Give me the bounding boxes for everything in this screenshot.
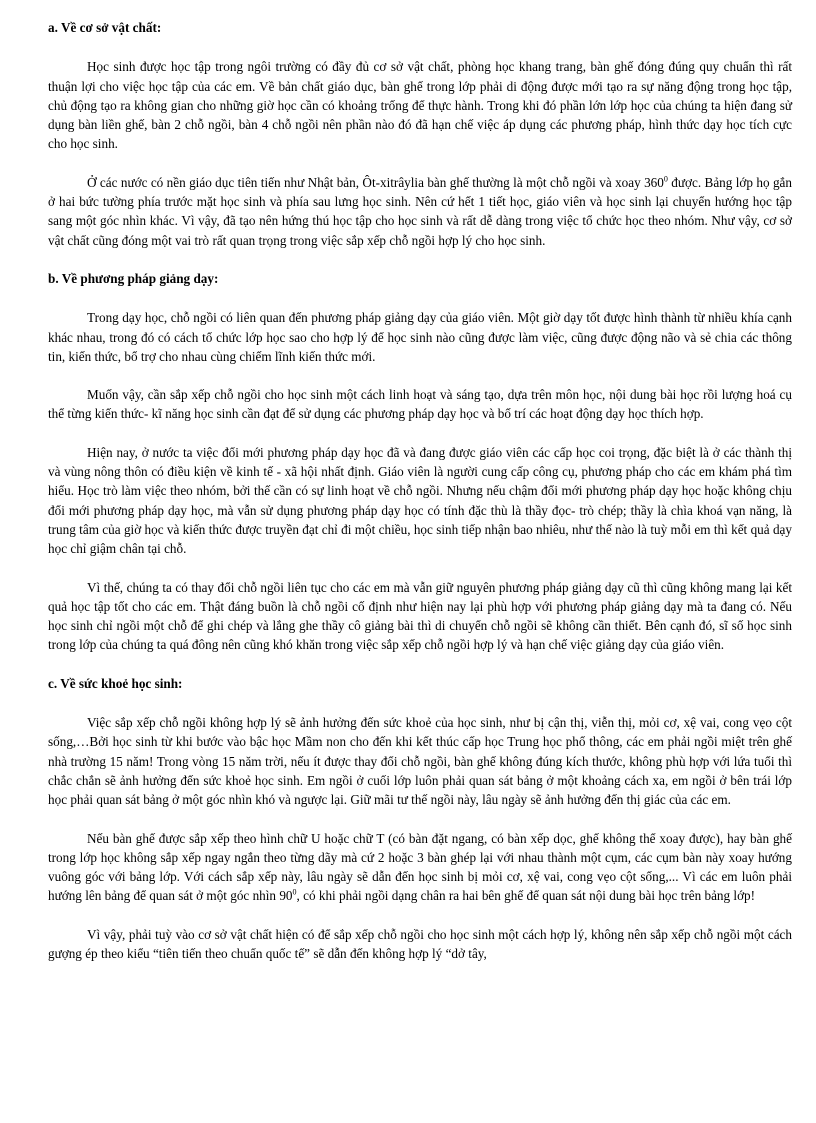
document-page [48, 18, 792, 982]
text-run: , có khi phải ngồi dạng chân ra hai bên ghế để quan sát nội dung bài học trên bảng lớp! [296, 888, 756, 904]
superscript: 0 [292, 888, 297, 897]
paragraph: Học sinh được học tập trong ngôi trường có đầy đủ cơ sở vật chất, phòng học khang trang, bàn ghế đóng đúng quy chuẩn thì rất thuận lợi cho việc học tập của các em. Về bản chất giáo dục, bàn ghế trong lớp phải di động được mới tạo ra sự năng động trong học tập, chủ động tạo ra không gian cho những giờ học cần có khoảng trống để thực hành. Trong khi đó phần lớn lớp học của chúng ta hiện đang sử dụng bàn liền ghế, bàn 2 chỗ ngồi, bàn 4 chỗ ngồi nên phần nào đó đã hạn chế việc áp dụng các phương pháp, hình thức dạy học tích cực cho học sinh. [48, 59, 792, 152]
superscript: 0 [663, 174, 668, 184]
paragraph [48, 173, 792, 250]
paragraph: Trong dạy học, chỗ ngồi có liên quan đến phương pháp giảng dạy của giáo viên. Một giờ dạy tốt được hình thành từ nhiều khía cạnh khác nhau, trong đó có cách tổ chức lớp học sao cho hợp lý để học sinh nào cũng được làm việc, cũng được động não và sẻ chia các thông tin, kiến thức, bổ trợ cho nhau cùng chiếm lĩnh kiến thức mới. [48, 310, 792, 364]
section-heading-facilities: a. Về cơ sở vật chất: [48, 20, 162, 35]
section-heading-teaching-method: b. Về phương pháp giảng dạy: [48, 270, 219, 286]
paragraph: Việc sắp xếp chỗ ngồi không hợp lý sẽ ảnh hưởng đến sức khoẻ của học sinh, như bị cận thị, viễn thị, mỏi cơ, xệ vai, cong vẹo cột sống,…Bởi học sinh từ khi bước vào bậc học Mầm non cho đến khi kết thúc cấp học Trung học phổ thông, các em phải ngồi miệt trên ghế nhà trường 15 năm! Trong vòng 15 năm trời, nếu ít được thay đổi chỗ ngồi, bàn ghế không đúng kích thước, không phù hợp với lứa tuổi thì chắc chắn sẽ ảnh hưởng đến sức khoẻ học sinh. Em ngồi ở cuối lớp luôn phải quan sát bảng ở một khoảng cách xa, em ngồi ở bên trái lớp học phải quan sát bảng ở một góc nhìn khó và ngược lại. Giữ mãi tư thế ngồi này, lâu ngày sẽ ảnh hưởng đến thị giác của các em. [48, 715, 792, 808]
paragraph [48, 829, 792, 906]
text-run: Ở các nước có nền giáo dục tiên tiến như Nhật bản, Ôt-xitrâylia bàn ghế thường là một chỗ ngồi và xoay 360 [87, 174, 664, 190]
paragraph: Vì thế, chúng ta có thay đổi chỗ ngồi liên tục cho các em mà vẫn giữ nguyên phương pháp giảng dạy cũ thì cũng không mang lại kết quả học tập tốt cho các em. Thật đáng buồn là chỗ ngồi cố định như hiện nay lại phù hợp với phương pháp giảng dạy mà ta đang có. Nếu học sinh chỉ ngồi một chỗ để ghi chép và lắng ghe thầy cô giảng bài thì di chuyển chỗ ngồi sẽ không cần thiết. Bên cạnh đó, sĩ số học sinh trong lớp của chúng ta quá đông nên cũng khó khăn trong việc sắp xếp chỗ ngồi hợp lý và hạn chế việc giảng dạy của giáo viên. [48, 579, 792, 653]
paragraph: Hiện nay, ở nước ta việc đổi mới phương pháp dạy học đã và đang được giáo viên các cấp học coi trọng, đặc biệt là ở các thành thị và vùng nông thôn có điều kiện về kinh tế - xã hội nhất định. Giáo viên là người cung cấp công cụ, phương pháp cho các em khám phá tìm hiểu. Học trò làm việc theo nhóm, bởi thế cần có sự linh hoạt về chỗ ngồi. Nhưng nếu chậm đổi mới phương pháp dạy học hoặc không chịu đổi mới phương pháp dạy học, mà vẫn sử dụng phương pháp dạy học có tính đặc thù là thầy đọc- trò chép; thầy là chìa khoá vạn năng, là trung tâm của giờ học và kiến thức được truyền đạt chỉ đi một chiều, học sinh tiếp nhận bao nhiêu, như thế nào là tuỳ mỗi em thì kết quả dạy học chỉ giậm chân tại chỗ. [48, 444, 792, 557]
section-heading-student-health: c. Về sức khoẻ học sinh: [48, 675, 183, 691]
text-run: được. Bảng lớp họ gắn ở hai bức tường phía trước mặt học sinh và phía sau lưng học sinh. Nên cứ hết 1 tiết học, giáo viên và học sinh lại chuyển hướng học tập sang một góc nhìn khác. Vì vậy, đã tạo nên hứng thú học tập cho học sinh và rất dễ dàng trong việc tổ chức học theo nhóm. Như vậy, cơ sở vật chất cũng đóng một vai trò rất quan trọng trong việc sắp xếp chỗ ngồi hợp lý cho học sinh. [48, 174, 792, 248]
text-run: Nếu bàn ghế được sắp xếp theo hình chữ U hoặc chữ T (có bàn đặt ngang, có bàn xếp dọc, ghế không thể xoay được), hay bàn ghế trong lớp học không sắp xếp ngay ngắn theo từng dãy mà cứ 2 hoặc 3 bàn ghép lại với nhau thành một cụm, các cụm bàn này xoay hướng vuông góc với bảng lớp. Với cách sắp xếp này, lâu ngày sẽ dẫn đến học sinh bị mỏi cơ, xệ vai, cong vẹo cột sống,... Vì các em luôn phải hướng lên bảng để quan sát ở một góc nhìn 90 [48, 830, 792, 904]
paragraph: Vì vậy, phải tuỳ vào cơ sở vật chất hiện có để sắp xếp chỗ ngồi cho học sinh một cách hợp lý, không nên sắp xếp chỗ ngồi một cách gượng ép theo kiểu “tiên tiến theo chuẩn quốc tế” sẽ dẫn đến không hợp lý “dở tây, [48, 926, 792, 961]
paragraph: Muốn vậy, cần sắp xếp chỗ ngồi cho học sinh một cách linh hoạt và sáng tạo, dựa trên môn học, nội dung bài học rồi lượng hoá cụ thể từng kiến thức- kĩ năng học sinh cần đạt để sử dụng các phương pháp dạy học và bố trí các hoạt động dạy học thích hợp. [48, 387, 792, 422]
